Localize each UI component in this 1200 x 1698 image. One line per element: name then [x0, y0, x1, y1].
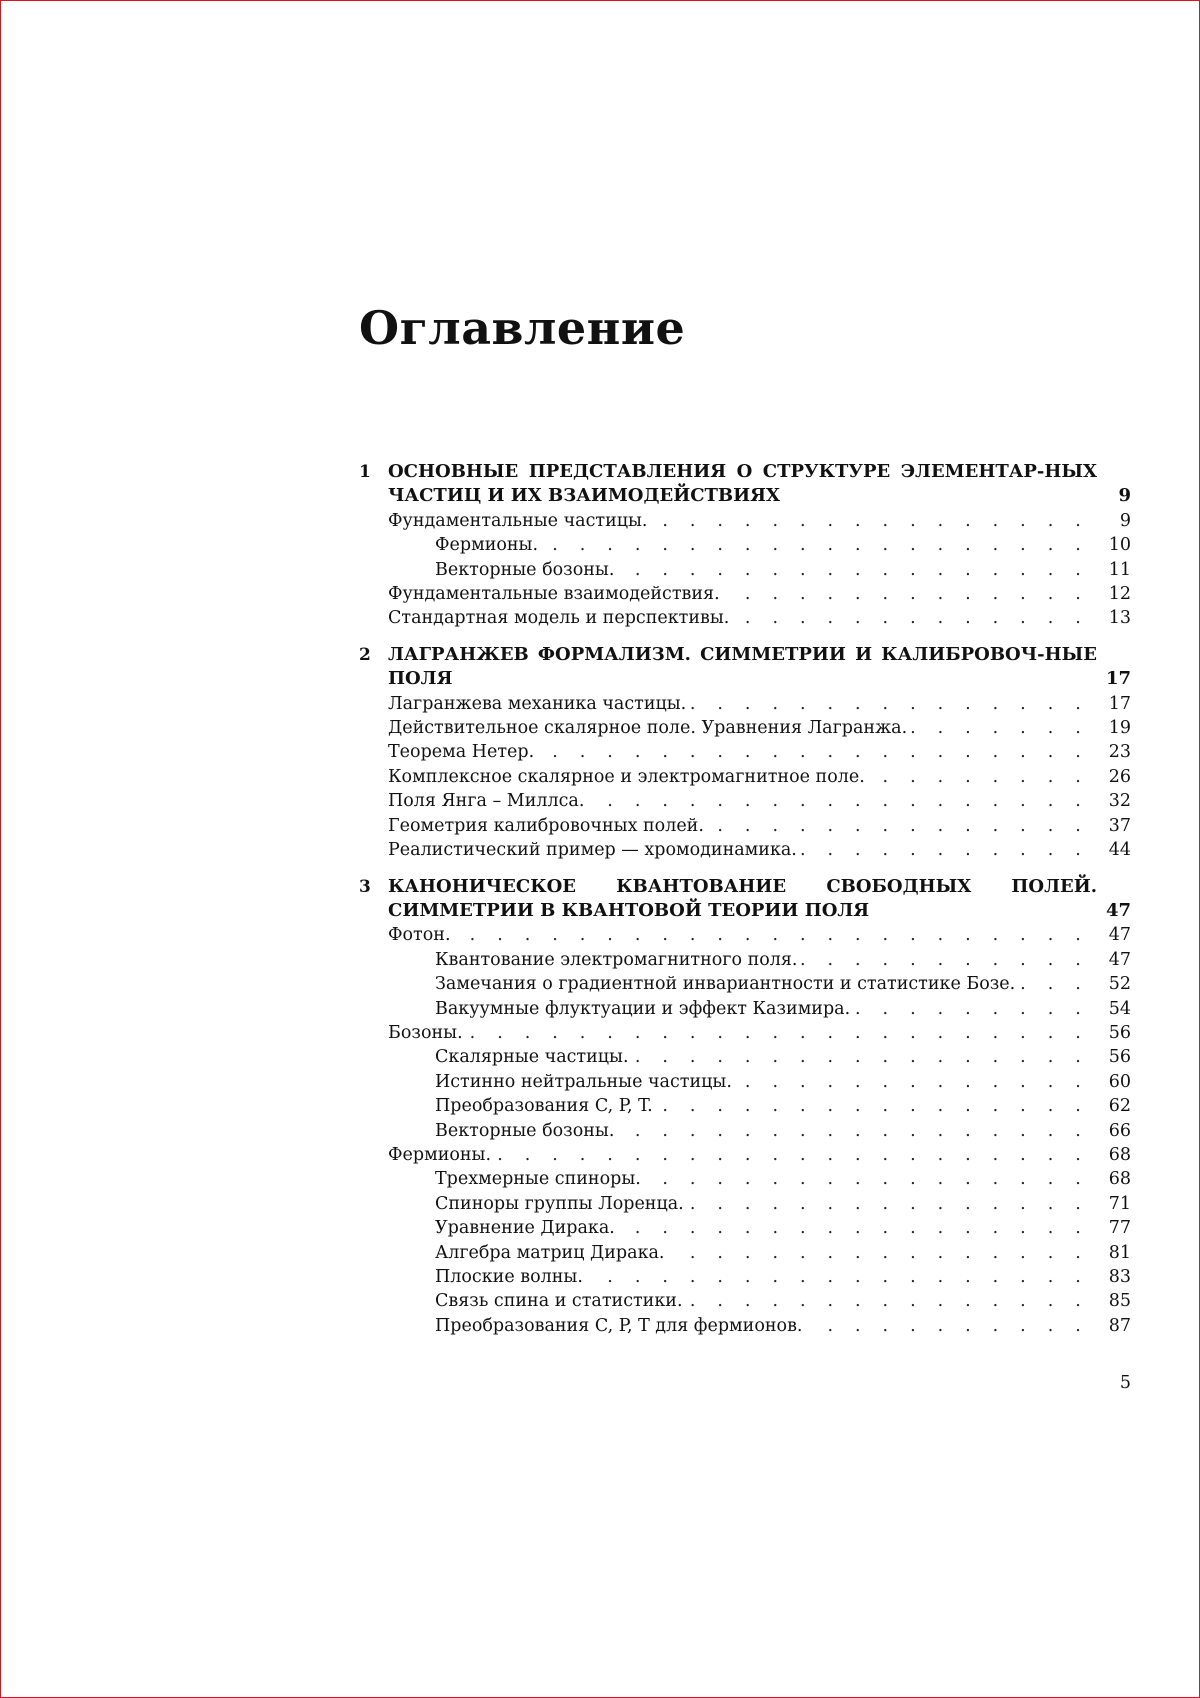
chapter-number: 2	[359, 644, 371, 665]
entry-title: Алгебра матриц Дирака.	[435, 1242, 665, 1263]
page-number: 5	[1119, 1373, 1131, 1393]
toc-subsection-entry[interactable]	[359, 558, 1131, 582]
entry-title: Поля Янга – Миллса.	[388, 791, 585, 812]
entry-page-number: 52	[1108, 974, 1131, 995]
entry-page-number: 10	[1108, 535, 1131, 556]
chapter-number: 3	[359, 876, 371, 897]
entry-title: Замечания о градиентной инвариантности и статистике Бозе.	[435, 974, 1016, 995]
dot-leader	[588, 789, 1089, 813]
chapter-heading[interactable]	[359, 460, 1131, 509]
toc-subsection-entry[interactable]	[359, 1216, 1131, 1240]
entry-page-number: 56	[1108, 1022, 1131, 1043]
entry-page-number: 9	[1119, 510, 1131, 531]
dot-leader	[854, 997, 1089, 1021]
entry-title: Спиноры группы Лоренца.	[435, 1193, 684, 1214]
dot-leader	[633, 1045, 1089, 1069]
entry-page-number: 83	[1108, 1267, 1131, 1287]
entry-title: Трехмерные спиноры.	[435, 1169, 641, 1190]
entry-page-number: 56	[1108, 1047, 1131, 1068]
entry-title: Комплексное скалярное и электромагнитное поле.	[388, 766, 865, 787]
toc-section-entry[interactable]	[359, 838, 1131, 862]
dot-leader	[587, 1265, 1089, 1289]
toc-subsection-entry[interactable]	[359, 1119, 1131, 1143]
entry-page-number: 37	[1108, 815, 1131, 836]
toc-subsection-entry[interactable]	[359, 948, 1131, 972]
dot-leader	[687, 1289, 1089, 1313]
dot-leader	[724, 582, 1089, 606]
entry-page-number: 44	[1108, 840, 1131, 861]
toc-chapter	[359, 460, 1131, 631]
entry-title: Связь спина и статистики.	[435, 1291, 683, 1312]
table-of-contents	[359, 460, 1131, 1350]
chapter-heading[interactable]	[359, 643, 1131, 692]
entry-page-number: 85	[1108, 1291, 1131, 1312]
dot-leader	[911, 716, 1089, 740]
chapter-page-number: 47	[1105, 899, 1131, 921]
dot-leader	[669, 1241, 1090, 1265]
dot-leader	[652, 509, 1090, 533]
dot-leader	[736, 1070, 1089, 1094]
dot-leader	[688, 1192, 1089, 1216]
toc-section-entry[interactable]	[359, 1143, 1131, 1167]
entry-page-number: 60	[1108, 1071, 1131, 1092]
toc-chapter	[359, 875, 1131, 1339]
entry-page-number: 87	[1108, 1315, 1131, 1336]
entry-page-number: 62	[1108, 1096, 1131, 1117]
dot-leader	[869, 765, 1089, 789]
entry-title: Лагранжева механика частицы.	[388, 693, 687, 714]
dot-leader	[1019, 972, 1089, 996]
dot-leader	[657, 1094, 1089, 1118]
entry-title: Фермионы.	[435, 535, 539, 556]
toc-section-entry[interactable]	[359, 765, 1131, 789]
entry-title: Реалистический пример — хромодинамика.	[388, 840, 797, 861]
entry-title: Истинно нейтральные частицы.	[435, 1071, 732, 1092]
chapter-heading[interactable]	[359, 875, 1131, 924]
entry-page-number: 68	[1108, 1169, 1131, 1190]
toc-subsection-entry[interactable]	[359, 1265, 1131, 1289]
entry-page-number: 71	[1108, 1193, 1131, 1214]
toc-subsection-entry[interactable]	[359, 997, 1131, 1021]
entry-title: Фундаментальные взаимодействия.	[388, 584, 720, 605]
entry-title: Уравнение Дирака.	[435, 1218, 615, 1239]
page-title: Оглавление	[359, 301, 686, 355]
entry-title: Вакуумные флуктуации и эффект Казимира.	[435, 998, 851, 1019]
entry-title: Геометрия калибровочных полей.	[388, 815, 704, 836]
entry-page-number: 32	[1108, 791, 1131, 812]
entry-title: Плоские волны.	[435, 1267, 583, 1287]
entry-title: Фундаментальные частицы.	[388, 510, 648, 531]
toc-subsection-entry[interactable]	[359, 1045, 1131, 1069]
entry-title: Преобразования C, P, T для фермионов.	[435, 1315, 803, 1336]
dot-leader	[542, 533, 1089, 557]
chapter-page-number: 17	[1105, 668, 1131, 690]
toc-section-entry[interactable]	[359, 582, 1131, 606]
dot-leader	[645, 1167, 1089, 1191]
entry-title: Бозоны.	[388, 1022, 463, 1043]
dot-leader	[733, 606, 1089, 630]
toc-subsection-entry[interactable]	[359, 1289, 1131, 1313]
dot-leader	[618, 558, 1089, 582]
entry-page-number: 13	[1108, 608, 1131, 629]
entry-page-number: 23	[1108, 742, 1131, 763]
entry-page-number: 77	[1108, 1218, 1131, 1239]
toc-section-entry[interactable]	[359, 1021, 1131, 1045]
toc-section-entry[interactable]	[359, 814, 1131, 838]
entry-page-number: 11	[1108, 559, 1131, 580]
toc-subsection-entry[interactable]	[359, 1192, 1131, 1216]
entry-title: Преобразования C, P, T.	[435, 1096, 653, 1117]
dot-leader	[495, 1143, 1089, 1167]
dot-leader	[806, 1314, 1089, 1338]
toc-section-entry[interactable]	[359, 606, 1131, 630]
toc-section-entry[interactable]	[359, 692, 1131, 716]
toc-subsection-entry[interactable]	[359, 533, 1131, 557]
entry-title: Квантование электромагнитного поля.	[435, 949, 798, 970]
entry-title: Векторные бозоны.	[435, 1120, 615, 1141]
entry-title: Фотон.	[388, 925, 451, 946]
chapter-title: ЛАГРАНЖЕВ ФОРМАЛИЗМ. СИММЕТРИИ И КАЛИБРОВОЧ-НЫЕ ПОЛЯ	[388, 643, 1097, 690]
chapter-title: КАНОНИЧЕСКОЕ КВАНТОВАНИЕ СВОБОДНЫХ ПОЛЕЙ. СИММЕТРИИ В КВАНТОВОЙ ТЕОРИИ ПОЛЯ	[388, 875, 1097, 921]
entry-page-number: 19	[1108, 718, 1131, 739]
entry-page-number: 12	[1108, 584, 1131, 605]
dot-leader	[690, 692, 1089, 716]
dot-leader	[801, 948, 1089, 972]
entry-page-number: 66	[1108, 1120, 1131, 1141]
toc-subsection-entry[interactable]	[359, 1070, 1131, 1094]
toc-section-entry[interactable]	[359, 509, 1131, 533]
entry-title: Теорема Нетер.	[388, 742, 535, 763]
entry-page-number: 54	[1108, 998, 1131, 1019]
toc-chapter	[359, 643, 1131, 863]
dot-leader	[455, 923, 1089, 947]
chapter-title: ОСНОВНЫЕ ПРЕДСТАВЛЕНИЯ О СТРУКТУРЕ ЭЛЕМЕНТАР-НЫХ ЧАСТИЦ И ИХ ВЗАИМОДЕЙСТВИЯХ	[388, 461, 1097, 507]
toc-subsection-entry[interactable]	[359, 1241, 1131, 1265]
dot-leader	[708, 814, 1089, 838]
entry-page-number: 81	[1108, 1242, 1131, 1263]
toc-section-entry[interactable]	[359, 740, 1131, 764]
entry-title: Стандартная модель и перспективы.	[388, 608, 730, 629]
entry-title: Скалярные частицы.	[435, 1047, 629, 1068]
entry-page-number: 17	[1108, 693, 1131, 714]
toc-section-entry[interactable]	[359, 923, 1131, 947]
entry-page-number: 26	[1108, 766, 1131, 787]
toc-section-entry[interactable]	[359, 789, 1131, 813]
dot-leader	[467, 1021, 1089, 1045]
dot-leader	[619, 1216, 1089, 1240]
chapter-number: 1	[359, 462, 371, 482]
dot-leader	[618, 1119, 1089, 1143]
chapter-page-number: 9	[1118, 485, 1131, 507]
dot-leader	[801, 838, 1089, 862]
toc-subsection-entry[interactable]	[359, 1167, 1131, 1191]
toc-subsection-entry[interactable]	[359, 972, 1131, 996]
entry-page-number: 68	[1108, 1144, 1131, 1165]
toc-section-entry[interactable]	[359, 716, 1131, 740]
entry-page-number: 47	[1108, 949, 1131, 970]
entry-title: Векторные бозоны.	[435, 559, 615, 580]
toc-subsection-entry[interactable]	[359, 1094, 1131, 1118]
entry-page-number: 47	[1108, 925, 1131, 946]
entry-title: Фермионы.	[388, 1144, 492, 1165]
toc-subsection-entry[interactable]	[359, 1314, 1131, 1338]
entry-title: Действительное скалярное поле. Уравнения Лагранжа.	[388, 718, 908, 739]
dot-leader	[538, 740, 1089, 764]
